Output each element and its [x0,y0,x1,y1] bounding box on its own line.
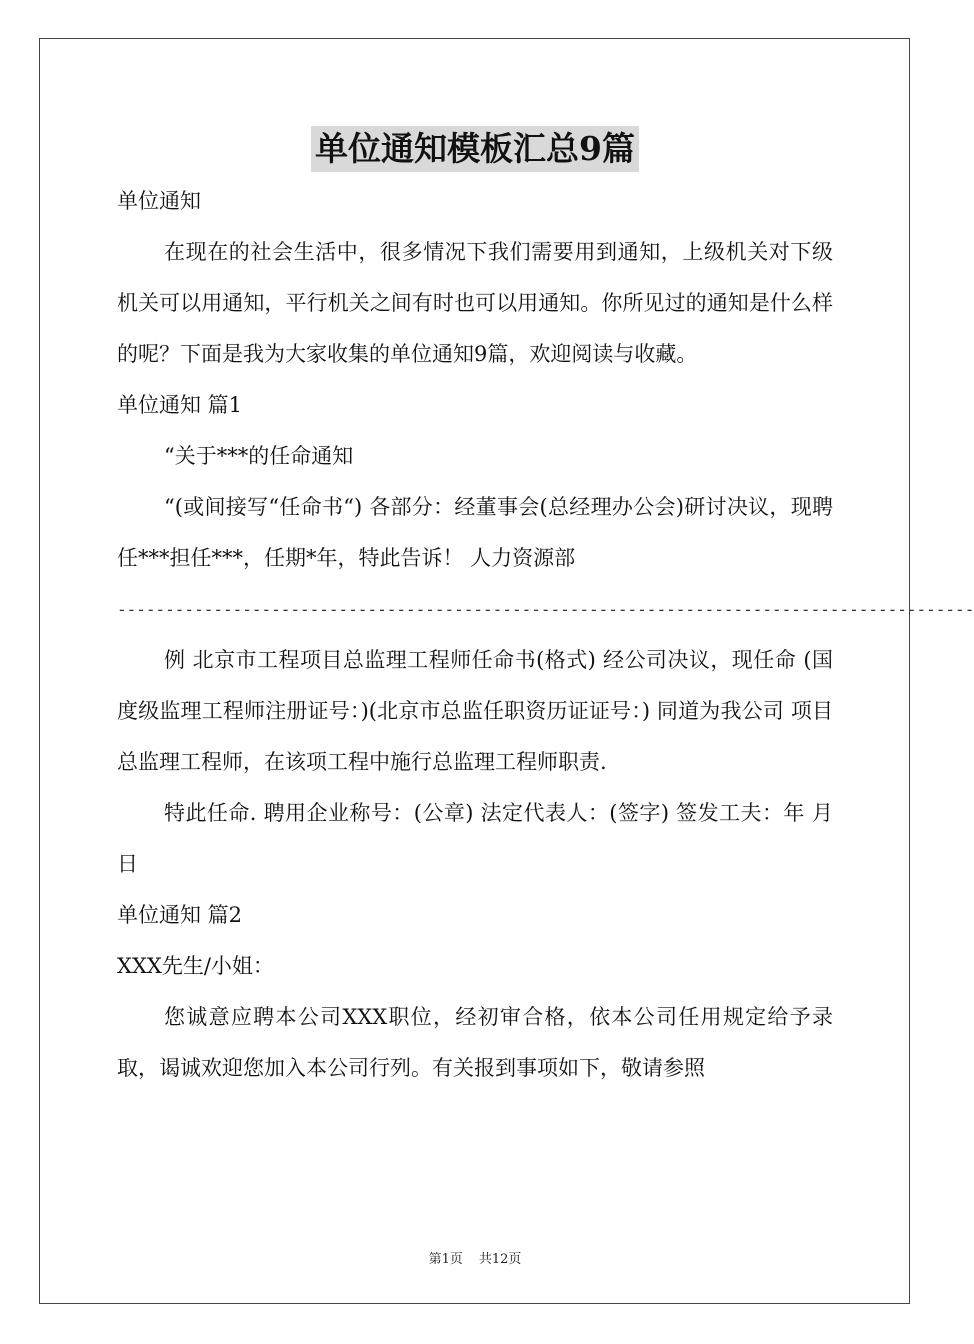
section-2-heading: 单位通知 篇2 [117,903,243,927]
page-footer [0,1248,950,1267]
title-wrap [0,126,950,172]
document-title: 单位通知模板汇总9篇 [311,126,639,172]
page-number-current: 第1页 [428,1252,463,1267]
dashed-separator [117,584,974,635]
document-body [117,176,974,1094]
intro-paragraph: 在现在的社会生活中，很多情况下我们需要用到通知，上级机关对下级机关可以用通知，平行机关之间有时也可以用通知。你所见过的通知是什么样的呢？下面是我为大家收集的单位通知9篇，欢迎阅读与收藏。 [117,240,833,366]
section-2-salutation: XXX先生/小姐： [117,954,274,978]
intro-heading: 单位通知 [117,189,201,213]
section-1-closing: 特此任命. 聘用企业称号：(公章) 法定代表人：(签字) 签发工夫：年 月 日 [117,801,833,876]
section-1-heading: 单位通知 篇1 [117,393,243,417]
section-1-example: 例 北京市工程项目总监理工程师任命书(格式) 经公司决议，现任命 (国度级监理工程师注册证号：)(北京市总监任职资历证证号：) 同道为我公司 项目总监理工程师，在该项工程中施行总监理工程师职责. [117,648,833,774]
dashed-separator-text: ----------------------------------------------------------------------------------------- [117,600,974,619]
section-1-line-2: “(或间接写“任命书“) 各部分：经董事会(总经理办公会)研讨决议，现聘任***担任***，任期*年，特此告诉！ 人力资源部 [117,495,833,570]
section-1-line-1: “关于***的任命通知 [164,444,354,468]
page-number-total: 共12页 [478,1252,522,1267]
section-2-body: 您诚意应聘本公司XXX职位，经初审合格，依本公司任用规定给予录取，谒诚欢迎您加入本公司行列。有关报到事项如下，敬请参照 [117,1005,833,1080]
